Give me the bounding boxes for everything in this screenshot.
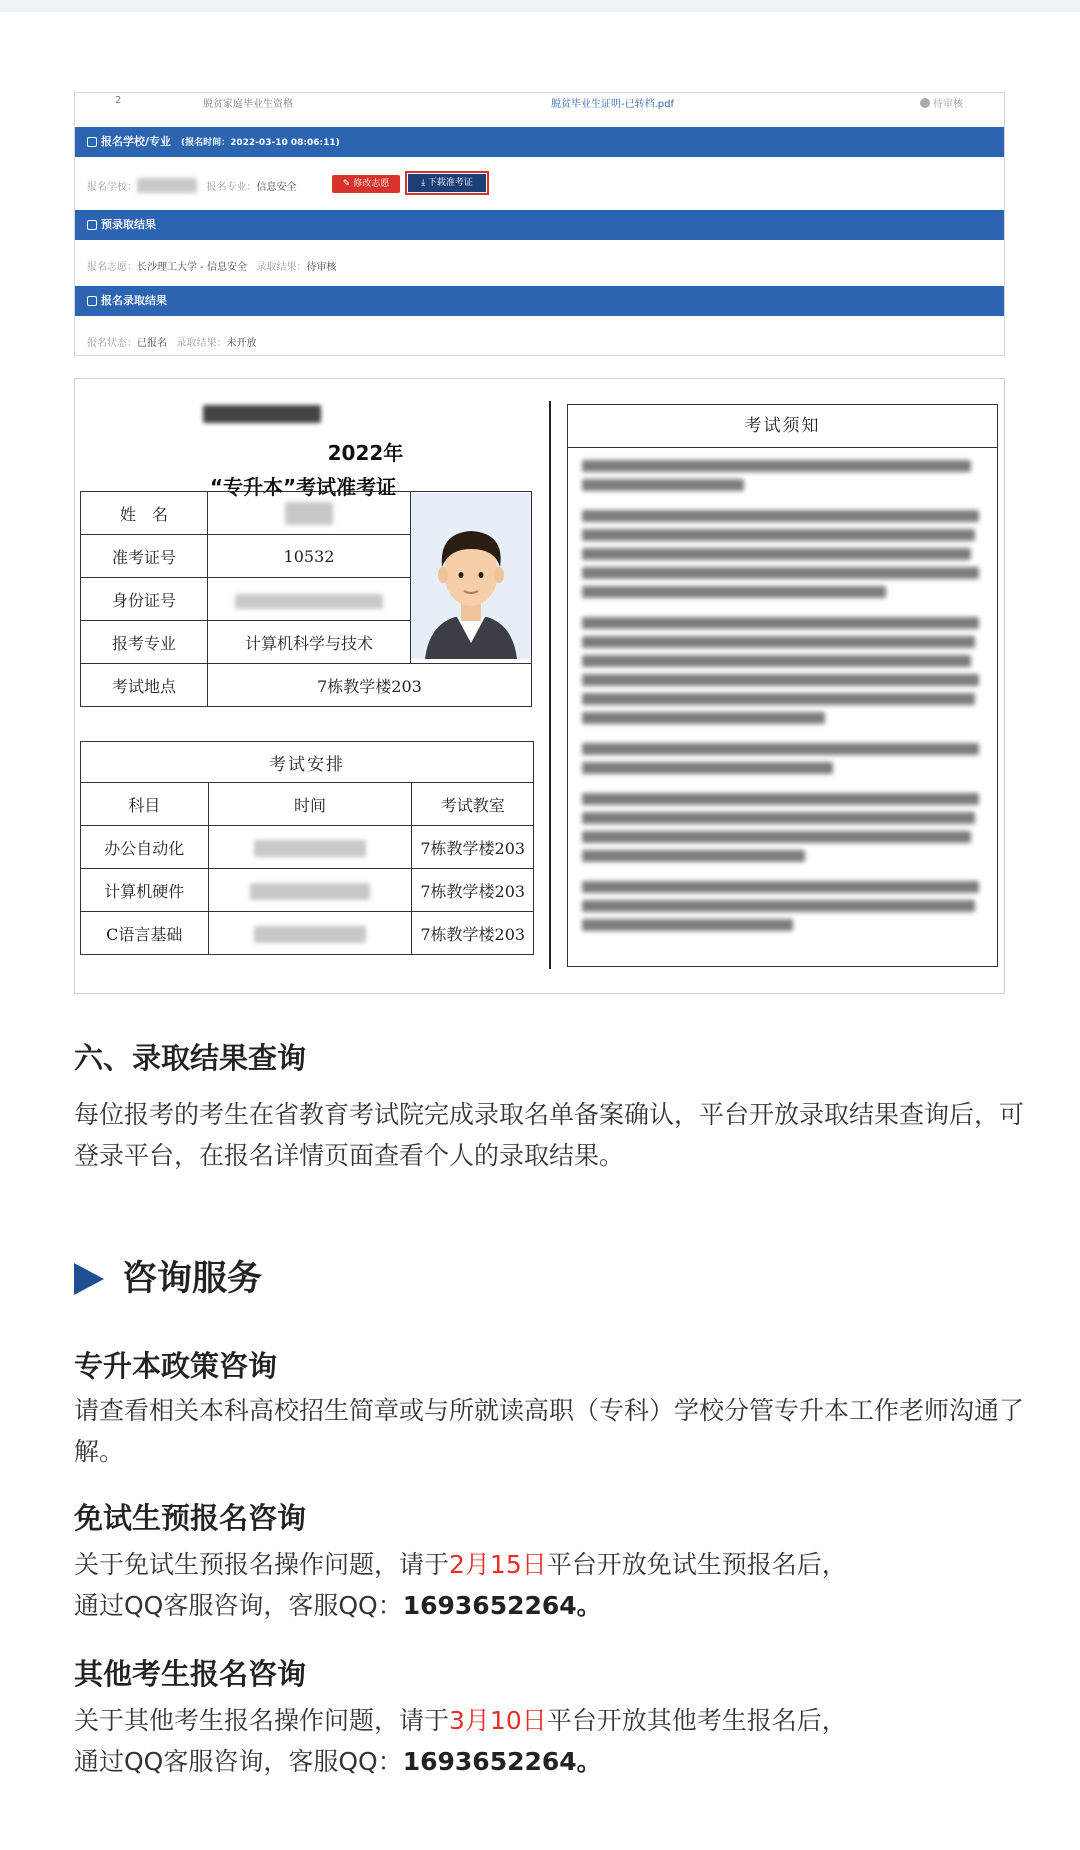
admission-ticket-screenshot xyxy=(74,378,1005,994)
notice-blurred-text xyxy=(568,448,997,931)
avatar xyxy=(411,493,531,659)
registration-detail-screenshot xyxy=(74,92,1005,356)
pre-admission-row: 报名志愿：长沙理工大学 - 信息安全 录取结果：待审核 xyxy=(87,262,337,273)
ticket-divider xyxy=(549,401,551,969)
major-value: 信息安全 xyxy=(256,182,297,193)
exempt-date: 2月15日 xyxy=(449,1550,547,1579)
row-number: 2 xyxy=(115,95,122,106)
section-bar-school: 报名学校/专业 (报名时间：2022-03-10 08:06:11) xyxy=(75,127,1004,157)
exempt-consult-paragraph: 关于免试生预报名操作问题，请于2月15日平台开放免试生预报名后， 通过QQ客服咨询，客服QQ：1693652264。 xyxy=(74,1550,847,1620)
material-file-link[interactable]: 脱贫毕业生证明-已转档.pdf xyxy=(551,99,675,110)
school-row: 报名学校： 报名专业：信息安全 xyxy=(87,178,297,193)
other-consult-paragraph: 关于其他考生报名操作问题，请于3月10日平台开放其他考生报名后， 通过QQ客服咨询，客服QQ：1693652264。 xyxy=(74,1706,847,1776)
pending-icon xyxy=(920,98,930,108)
edit-choice-button[interactable]: ✎ 修改志愿 xyxy=(332,175,400,193)
table-row: 计算机硬件 7栋教学楼203 xyxy=(81,869,534,912)
document-icon xyxy=(87,296,97,306)
document-icon xyxy=(87,220,97,230)
ticket-title: 2022年 “专升本”考试准考证 xyxy=(75,405,531,504)
candidate-info-table: 姓 名 准考证号 10532 身份证号 报考专业 计算机科学与技术 考试地点 7栋教学楼203 xyxy=(80,491,532,707)
section-bar-pre-admission: 预录取结果 xyxy=(75,210,1004,240)
policy-consult-paragraph: 请查看相关本科高校招生简章或与所就读高职（专科）学校分管专升本工作老师沟通了解。 xyxy=(74,1396,1025,1466)
notice-title: 考试须知 xyxy=(568,405,997,448)
ticket-number: 10532 xyxy=(208,535,411,578)
exam-location: 7栋教学楼203 xyxy=(208,664,532,707)
other-consult-title: 其他考生报名咨询 xyxy=(74,1657,307,1691)
policy-consult-title: 专升本政策咨询 xyxy=(74,1349,278,1383)
download-ticket-highlight xyxy=(405,171,489,195)
photo-cell xyxy=(411,492,532,664)
section-6-paragraph: 每位报考的考生在省教育考试院完成录取名单备案确认，平台开放录取结果查询后，可登录平台，在报名详情页面查看个人的录取结果。 xyxy=(74,1100,1025,1170)
exam-schedule-table: 考试安排 科目 时间 考试教室 办公自动化 7栋教学楼203 计算机硬件 7栋教学楼203 C语言基础 7栋教学楼203 xyxy=(80,741,534,955)
section-6-title: 六、录取结果查询 xyxy=(74,1041,307,1075)
consult-service-heading: 咨询服务 xyxy=(74,1254,262,1304)
top-strip xyxy=(0,0,1080,12)
school-value xyxy=(137,178,197,193)
triangle-bullet-icon xyxy=(74,1263,104,1295)
table-row: 办公自动化 7栋教学楼203 xyxy=(81,826,534,869)
table-row: C语言基础 7栋教学楼203 xyxy=(81,912,534,955)
material-row xyxy=(75,93,1004,123)
qq-number: 1693652264。 xyxy=(402,1591,602,1620)
final-result-row: 报名状态：已报名 录取结果：未开放 xyxy=(87,338,257,349)
other-date: 3月10日 xyxy=(449,1706,547,1735)
exempt-consult-title: 免试生预报名咨询 xyxy=(74,1501,307,1535)
major-cell: 计算机科学与技术 xyxy=(208,621,411,664)
download-ticket-button[interactable]: ⤓ 下载准考证 xyxy=(408,174,486,192)
material-status: 待审核 xyxy=(920,95,963,110)
qq-number: 1693652264。 xyxy=(402,1747,602,1776)
exam-notice-box xyxy=(567,404,998,967)
material-name: 脱贫家庭毕业生资格 xyxy=(203,99,293,110)
section-bar-final-result: 报名录取结果 xyxy=(75,286,1004,316)
school-icon xyxy=(87,137,97,147)
